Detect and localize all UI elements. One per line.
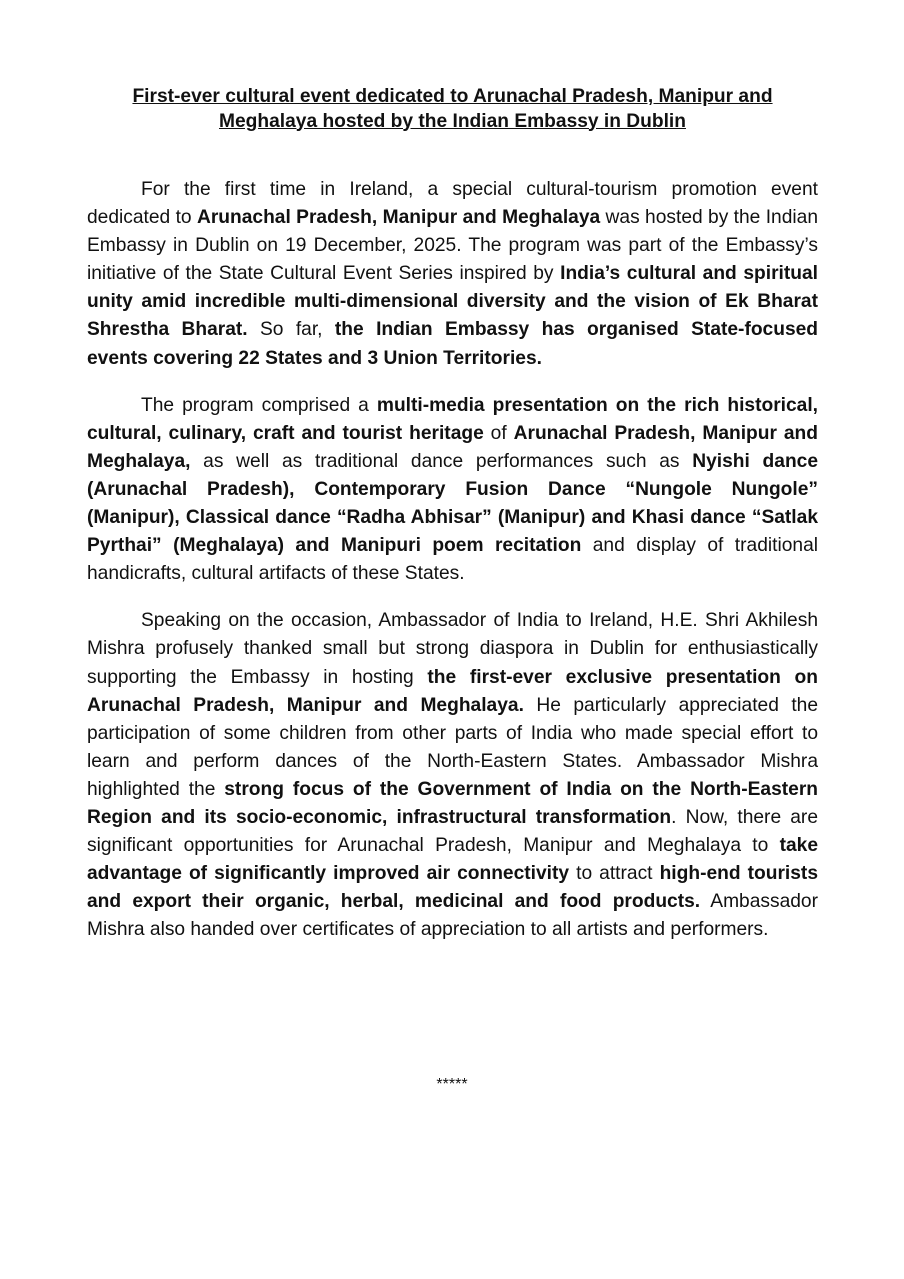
bold-text-run: India’s cultural and spiritual unity amid incredible multi-dimensional diversity and the vision of Ek Bharat Shrestha Bharat. [87, 263, 818, 341]
bold-text-run: the first-ever exclusive presentation on Arunachal Pradesh, Manipur and Meghalaya. [87, 666, 818, 716]
text-run: Speaking on the occasion, Ambassador of India to Ireland, H.E. Shri Akhilesh Mishra profusely thanked small but strong diaspora in Dublin for enthusiastically supporting the Embassy in hosting [87, 610, 818, 688]
document-body [87, 176, 818, 963]
text-run: So far, [247, 319, 335, 341]
bold-text-run: high-end tourists and export their organic, herbal, medicinal and food products. [87, 863, 818, 913]
bold-text-run: Arunachal Pradesh, Manipur and Meghalaya [196, 207, 601, 229]
text-run: of [483, 422, 514, 444]
bold-text-run: strong focus of the Government of India on the North-Eastern Region and its socio-economic, infrastructural transformation [87, 778, 819, 828]
bold-text-run: Arunachal Pradesh, Manipur and Meghalaya, [87, 422, 818, 472]
document-title: First-ever cultural event dedicated to Arunachal Pradesh, Manipur and Meghalaya hosted by the Indian Embassy in Dublin [132, 86, 773, 132]
end-separator: ***** [436, 1076, 468, 1093]
text-run: to attract [569, 863, 660, 885]
text-run: . Now, there are significant opportunities for Arunachal Pradesh, Manipur and Meghalaya to [87, 806, 818, 857]
bold-text-run: the Indian Embassy has organised State-focused events covering 22 States and 3 Union Territories. [87, 319, 819, 369]
paragraph-program-details [87, 392, 818, 589]
bold-text-run: Nyishi dance (Arunachal Pradesh), Contemporary Fusion Dance “Nungole Nungole” (Manipur), Classical dance “Radha Abhisar” (Manipur) and Khasi dance “Satlak Pyrthai” (Meghalaya) and Manipuri poem recitation [87, 450, 819, 557]
bold-text-run: multi-media presentation on the rich historical, cultural, culinary, craft and tourist heritage [87, 394, 818, 444]
text-run: and display of traditional handicrafts, cultural artifacts of these States. [87, 535, 818, 585]
text-run: was hosted by the Indian Embassy in Dublin on 19 December, 2025. The program was part of the Embassy’s initiative of the State Cultural Event Series inspired by [87, 207, 818, 285]
text-run: The program comprised a [141, 394, 377, 416]
text-run: as well as traditional dance performances such as [190, 450, 693, 472]
text-run: For the first time in Ireland, a special cultural-tourism promotion event dedicated to [87, 179, 818, 229]
text-run: Ambassador Mishra also handed over certificates of appreciation to all artists and performers. [87, 891, 818, 941]
bold-text-run: take advantage of significantly improved air connectivity [87, 835, 818, 885]
text-run: He particularly appreciated the participation of some children from other parts of India who made special effort to learn and perform dances of the North-Eastern States. Ambassador Mishra highlighted the [87, 694, 819, 800]
paragraph-ambassador-remarks [87, 607, 818, 944]
paragraph-event-intro [87, 176, 818, 373]
